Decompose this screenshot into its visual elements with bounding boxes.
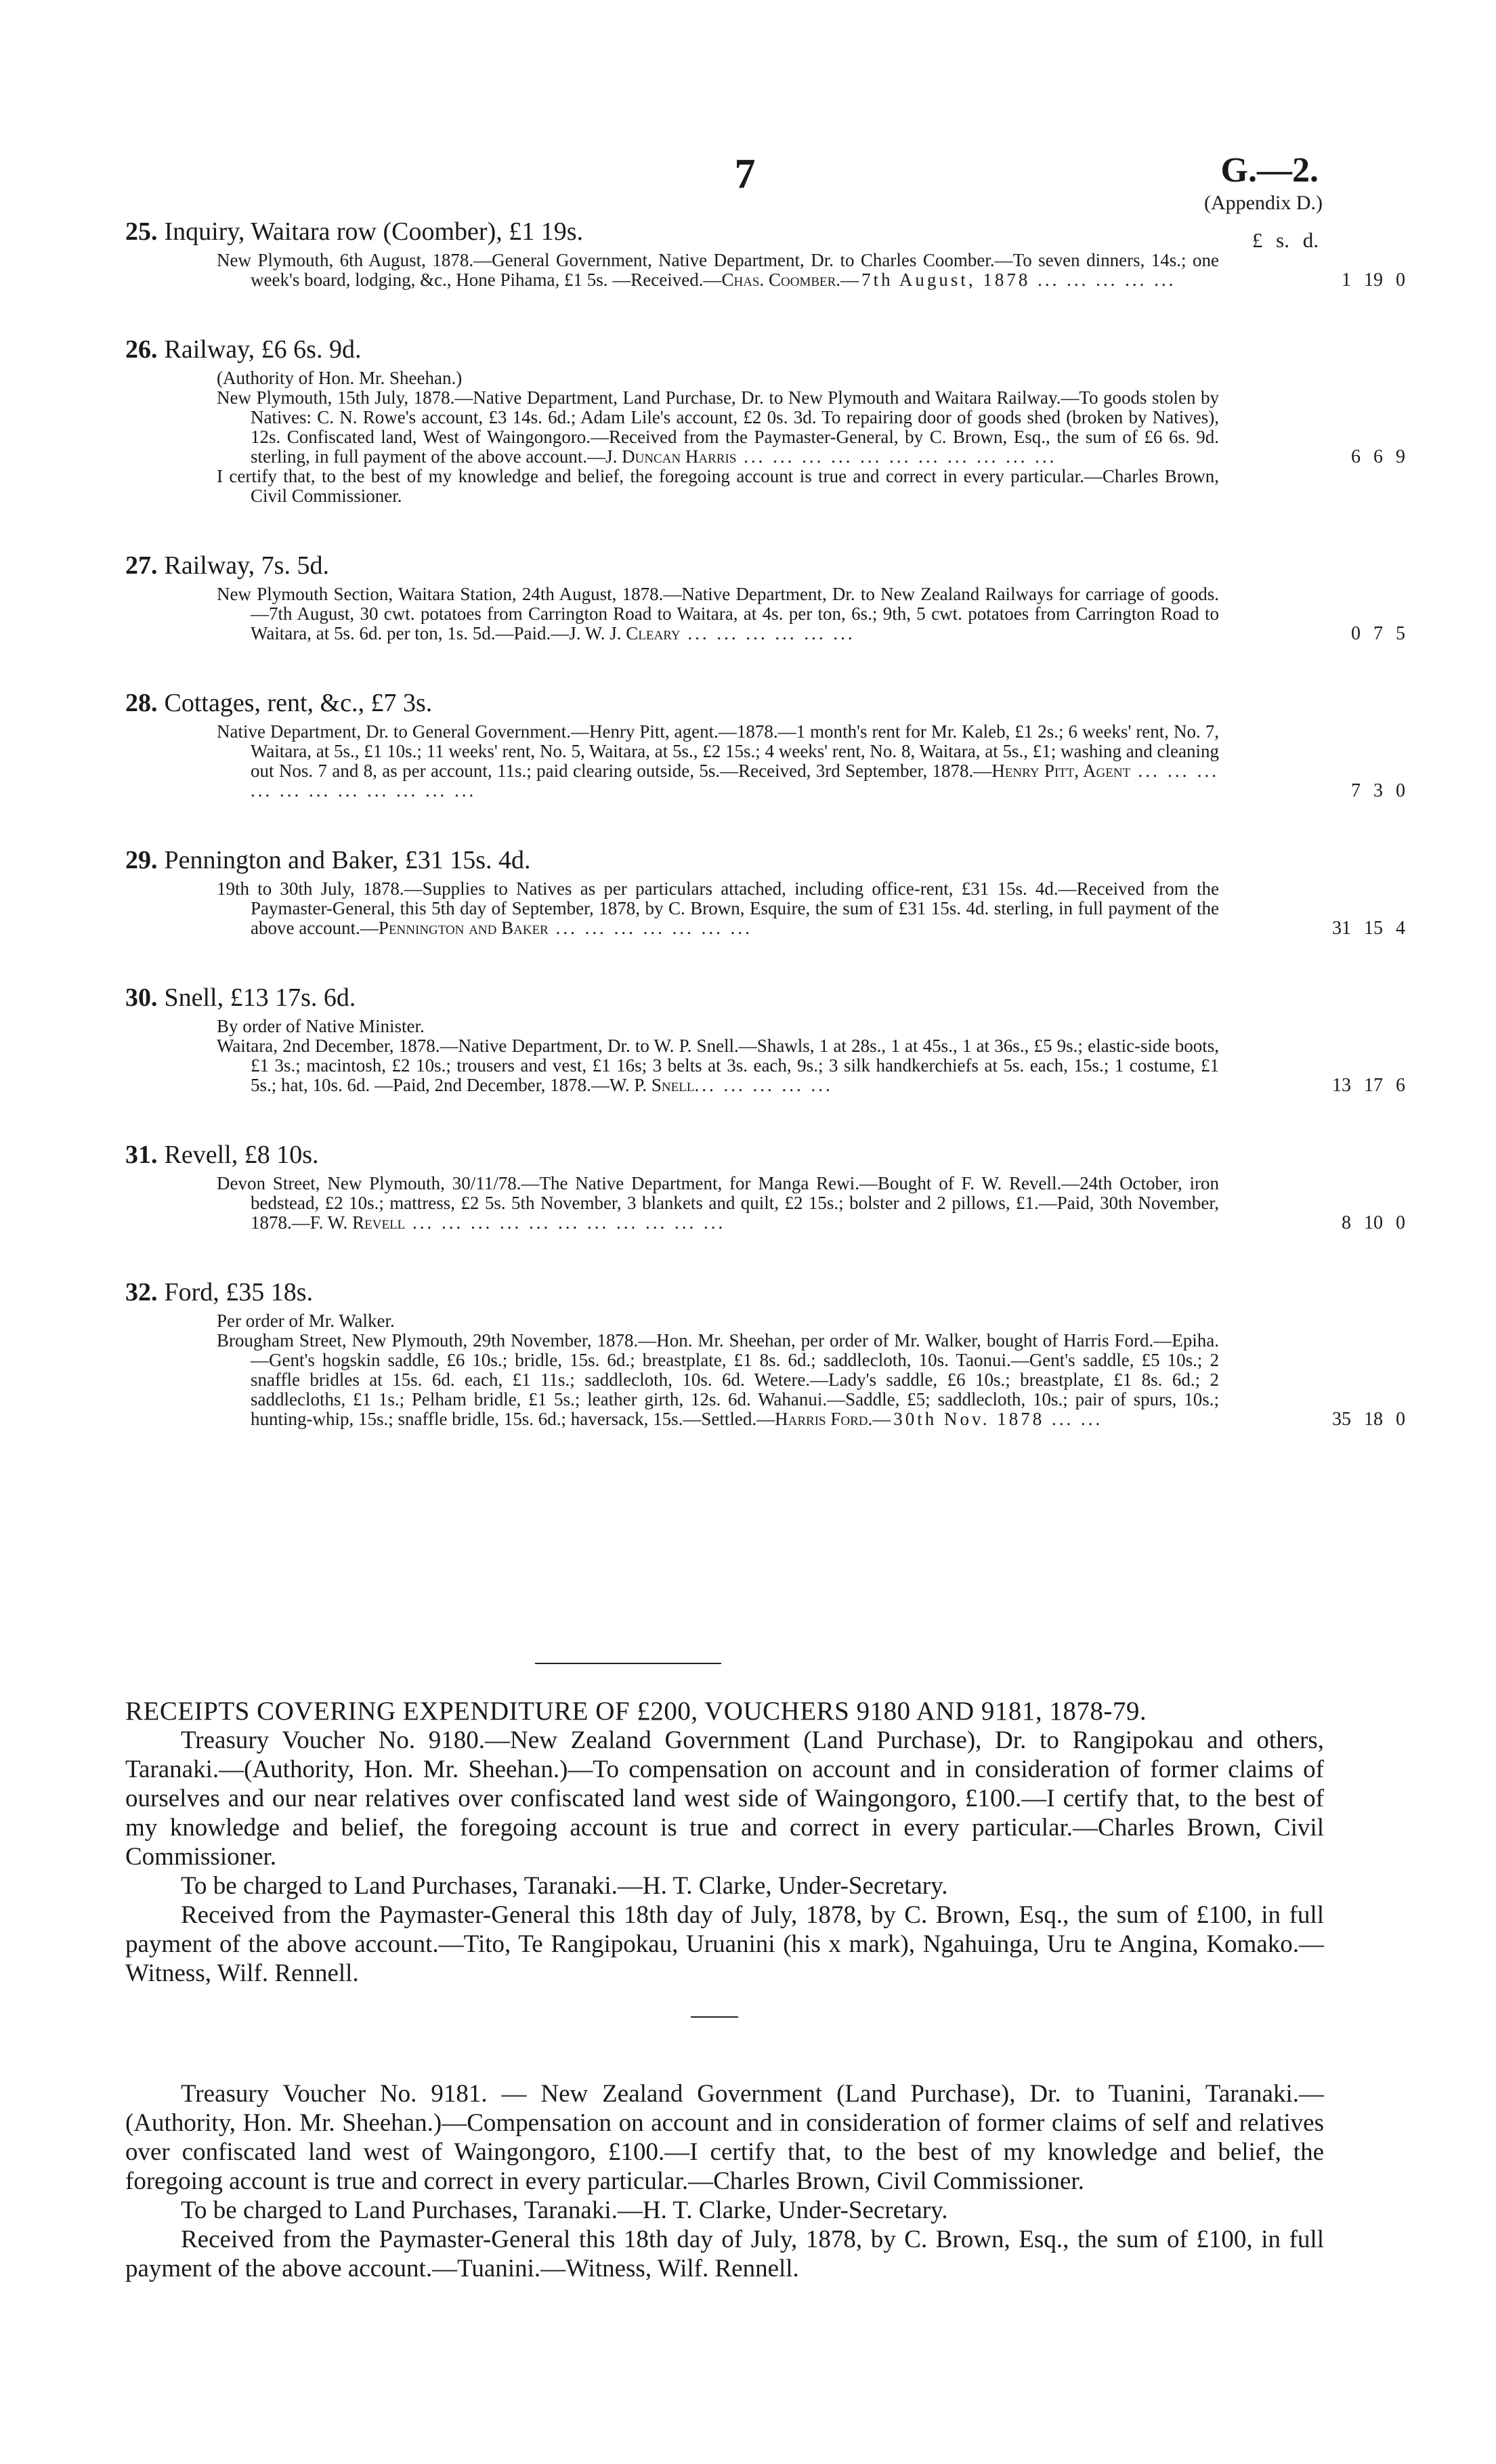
entry-leader: ... ... ... ... ... ... ... ... ... ... ... xyxy=(405,1212,726,1233)
entry-amount: 6 6 9 xyxy=(1351,446,1405,467)
entry-note: By order of Native Minister. xyxy=(217,1016,425,1036)
entry-heading: Inquiry, Waitara row (Coomber), £1 19s. xyxy=(164,217,584,246)
entry-amount: 7 3 0 xyxy=(1351,780,1405,801)
entry-amount: 31 15 4 xyxy=(1332,918,1405,939)
entry-signature: F. W. Revell xyxy=(309,1212,406,1233)
entry-signature: Pennington and Baker xyxy=(378,918,549,938)
entry-signature: J. W. J. Cleary xyxy=(569,623,681,643)
entry-body: Native Department, Dr. to General Government.—Henry Pitt, agent.—1878.—1 month's rent for Mr. Kaleb, £1 2s.; 6 weeks' rent, No. 7, Waitara, at 5s., £1 10s.; 11 weeks' rent, No. 5, Waitara, at 5s., £2 15s.; 4 weeks' rent, No. 8, Waitara, at 5s., £1; washing and cleaning out Nos. 7 and 8, as per account, 11s.; paid clearing outside, 5s.—Received, 3rd September, 1878.— xyxy=(217,721,1219,781)
voucher-9180-charge: To be charged to Land Purchases, Taranaki.—H. T. Clarke, Under-Secretary. xyxy=(181,1872,948,1900)
entry-body: Waitara, 2nd December, 1878.—Native Department, Dr. to W. P. Snell.—Shawls, 1 at 28s., 1 at 45s., 1 at 36s., £5 9s.; elastic-side boots, £1 3s.; macintosh, £2 10s.; trousers and vest, £1 16s; 3 belts at 3s. each, 9s.; 3 silk handkerchiefs at 5s. each, 15s.; 1 costume, £1 5s.; hat, 10s. 6d. —Paid, 2nd December, 1878.— xyxy=(217,1036,1219,1095)
entry-text xyxy=(217,721,1405,801)
entry-leader: —7th August, 1878 ... ... ... ... ... xyxy=(840,270,1176,290)
entry-text xyxy=(217,250,1405,291)
voucher-9180-text: Treasury Voucher No. 9180.—New Zealand Government (Land Purchase), Dr. to Rangipokau and others, Taranaki.—(Authority, Hon. Mr. Sheehan.)—To compensation on account and in consideration of former claims of ourselves and our near relatives over confiscated land west side of Waingongoro, £100.—I certify that, to the best of my knowledge and belief, the foregoing account is true and correct in every particular.—Charles Brown, Civil Commissioner. xyxy=(125,1726,1324,1871)
voucher-9181-charge: To be charged to Land Purchases, Taranaki.—H. T. Clarke, Under-Secretary. xyxy=(181,2196,948,2224)
entry-number: 26. xyxy=(125,335,158,364)
entry-number: 27. xyxy=(125,551,158,580)
entry-amount: 0 7 5 xyxy=(1351,623,1405,644)
entry-leader: ... ... ... ... ... ... ... ... ... ... ... xyxy=(251,761,1219,801)
account-entry xyxy=(125,845,1405,939)
entry-leader: ... ... ... ... ... ... xyxy=(680,623,855,643)
section-divider xyxy=(535,1663,721,1664)
currency-header: £ s. d. xyxy=(1252,228,1319,252)
entry-text xyxy=(217,584,1405,644)
entry-note: Per order of Mr. Walker. xyxy=(217,1311,395,1331)
entry-note: (Authority of Hon. Mr. Sheehan.) xyxy=(217,368,463,388)
entry-signature: Henry Pitt, Agent xyxy=(991,761,1131,781)
entry-signature: J. Duncan Harris xyxy=(605,446,737,467)
entry-title xyxy=(125,688,1317,718)
entry-title xyxy=(125,845,1317,875)
account-entry xyxy=(125,983,1405,1096)
entry-body: New Plymouth, 15th July, 1878.—Native Department, Land Purchase, Dr. to New Plymouth and Waitara Railway.—To goods stolen by Natives: C. N. Rowe's account, £3 14s. 6d.; Adam Lile's account, £2 0s. 3d. To repairing door of goods shed (broken by Natives), 12s. Confiscated land, West of Waingongoro.—Received from the Paymaster-General, by C. Brown, Esq., the sum of £6 6s. 9d. sterling, in full payment of the above account.— xyxy=(217,387,1219,467)
entry-text xyxy=(217,1330,1405,1430)
entry-number: 28. xyxy=(125,689,158,717)
entry-leader: ... ... ... ... ... xyxy=(694,1075,833,1095)
entry-title xyxy=(125,217,1317,247)
entry-leader: ... ... ... ... ... ... ... ... ... ... ... xyxy=(736,446,1057,467)
receipts-section xyxy=(125,1697,1324,1988)
entry-heading: Cottages, rent, &c., £7 3s. xyxy=(164,689,433,717)
voucher-9181-section xyxy=(125,2079,1324,2283)
entry-heading: Ford, £35 18s. xyxy=(164,1278,314,1307)
entry-title xyxy=(125,1140,1317,1170)
voucher-9180-receipt: Received from the Paymaster-General this 18th day of July, 1878, by C. Brown, Esq., the sum of £100, in full payment of the above account.—Tito, Te Rangipokau, Uruanini (his x mark), Ngahuinga, Uru te Angina, Komako.—Witness, Wilf. Rennell. xyxy=(125,1901,1324,1987)
account-entry xyxy=(125,335,1405,506)
entry-certification: I certify that, to the best of my knowledge and belief, the foregoing account is true and correct in every particular.—Charles Brown, Civil Commissioner. xyxy=(217,466,1219,506)
entry-title xyxy=(125,335,1317,364)
account-entry xyxy=(125,217,1405,291)
entry-number: 32. xyxy=(125,1278,158,1307)
entry-heading: Pennington and Baker, £31 15s. 4d. xyxy=(164,846,531,874)
entry-heading: Snell, £13 17s. 6d. xyxy=(164,983,356,1012)
entry-body: Brougham Street, New Plymouth, 29th November, 1878.—Hon. Mr. Sheehan, per order of Mr. Walker, bought of Harris Ford.—Epiha.—Gent's hogskin saddle, £6 10s.; bridle, 15s. 6d.; breastplate, £1 8s. 6d.; saddlecloth, 10s. Taonui.—Gent's saddle, £5 10s.; 2 snaffle bridles at 15s. 6d. each, £1 11s.; saddlecloth, 10s. 6d. Wetere.—Lady's saddle, £6 10s.; breastplate, £1 8s. 6d.; 2 saddlecloths, £1 1s.; Pelham bridle, £1 5s.; leather girth, 12s. 6d. Wahanui.—Saddle, £5; saddlecloth, 10s.; pair of spurs, 10s.; hunting-whip, 15s.; snaffle bridle, 15s. 6d.; haversack, 15s.—Settled.— xyxy=(217,1330,1219,1429)
entry-amount: 13 17 6 xyxy=(1332,1075,1405,1096)
entry-number: 31. xyxy=(125,1141,158,1169)
entry-body: New Plymouth, 6th August, 1878.—General Government, Native Department, Dr. to Charles Coomber.—To seven dinners, 14s.; one week's board, lodging, &c., Hone Pihama, £1 5s. —Received.— xyxy=(217,250,1219,290)
entry-amount: 1 19 0 xyxy=(1342,270,1405,291)
entry-heading: Railway, £6 6s. 9d. xyxy=(164,335,362,364)
appendix-label: (Appendix D.) xyxy=(1204,192,1323,214)
entry-heading: Railway, 7s. 5d. xyxy=(164,551,329,580)
entry-number: 29. xyxy=(125,846,158,874)
entry-title xyxy=(125,1277,1317,1307)
entry-amount: 35 18 0 xyxy=(1332,1409,1405,1430)
entry-body: Devon Street, New Plymouth, 30/11/78.—The Native Department, for Manga Rewi.—Bought of F. W. Revell.—24th October, iron bedstead, £2 10s.; mattress, £2 5s. 5th November, 3 blankets and quilt, £2 15s.; bolster and 2 pillows, £1.—Paid, 30th November, 1878.— xyxy=(217,1173,1219,1233)
voucher-9181-text: Treasury Voucher No. 9181. — New Zealand Government (Land Purchase), Dr. to Tuanini, Taranaki.—(Authority, Hon. Mr. Sheehan.)—Compensation on account and in consideration of former claims of self and relatives over confiscated land west of Waingongoro, £100.—I certify that, to the best of my knowledge and belief, the foregoing account is true and correct in every particular.—Charles Brown, Civil Commissioner. xyxy=(125,2080,1324,2195)
entry-text xyxy=(217,878,1405,939)
entry-body: New Plymouth Section, Waitara Station, 24th August, 1878.—Native Department, Dr. to New Zealand Railways for carriage of goods.—7th August, 30 cwt. potatoes from Carrington Road to Waitara, at 4s. per ton, 6s.; 9th, 5 cwt. potatoes from Carrington Road to Waitara, at 5s. 6d. per ton, 1s. 5d.—Paid.— xyxy=(217,584,1219,643)
account-entry xyxy=(125,688,1405,801)
entry-signature: Harris Ford. xyxy=(775,1409,873,1429)
entry-body: 19th to 30th July, 1878.—Supplies to Natives as per particulars attached, including office-rent, £31 15s. 4d.—Received from the Paymaster-General, this 5th day of September, 1878, by C. Brown, Esquire, the sum of £31 15s. 4d. sterling, in full payment of the above account.— xyxy=(217,878,1219,938)
account-entry xyxy=(125,1277,1405,1430)
entry-leader: —30th Nov. 1878 ... ... xyxy=(872,1409,1103,1429)
receipts-heading: RECEIPTS COVERING EXPENDITURE OF £200, VOUCHERS 9180 AND 9181, 1878-79. xyxy=(125,1697,1147,1726)
series-label: G.—2. xyxy=(1220,151,1319,190)
entry-title xyxy=(125,551,1317,580)
entry-number: 25. xyxy=(125,217,158,246)
entry-amount: 8 10 0 xyxy=(1342,1212,1405,1233)
account-entry xyxy=(125,551,1405,644)
entry-heading: Revell, £8 10s. xyxy=(164,1141,319,1169)
entry-signature: Chas. Coomber. xyxy=(721,270,841,290)
voucher-9181-receipt: Received from the Paymaster-General this 18th day of July, 1878, by C. Brown, Esq., the sum of £100, in full payment of the above account.—Tuanini.—Witness, Wilf. Rennell. xyxy=(125,2226,1324,2282)
entry-title xyxy=(125,983,1317,1013)
page-number: 7 xyxy=(734,151,756,197)
account-entry xyxy=(125,1140,1405,1233)
entries-list xyxy=(125,217,1405,1474)
entry-text xyxy=(217,1036,1405,1096)
entry-leader: ... ... ... ... ... ... ... xyxy=(548,918,752,938)
entry-text xyxy=(217,387,1405,467)
entry-text xyxy=(217,1173,1405,1233)
voucher-divider xyxy=(691,2016,738,2018)
entry-signature: W. P. Snell xyxy=(609,1075,695,1095)
entry-number: 30. xyxy=(125,983,158,1012)
